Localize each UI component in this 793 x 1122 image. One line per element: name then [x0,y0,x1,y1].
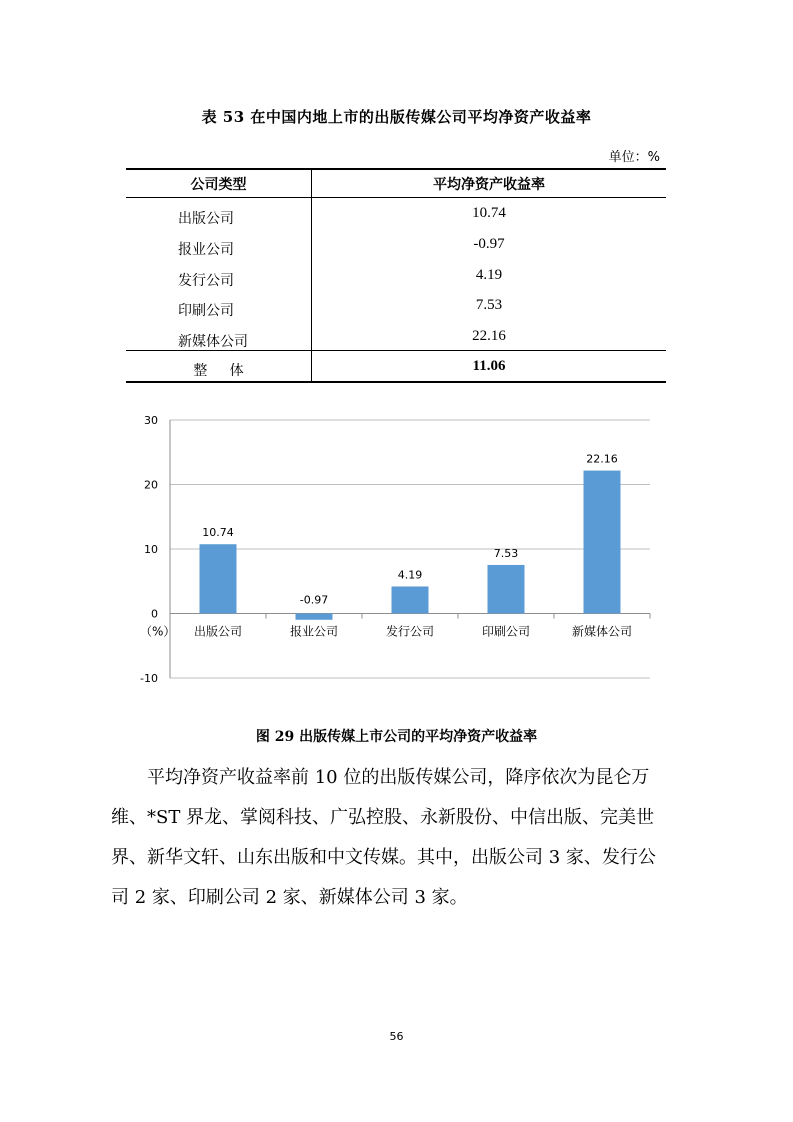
chart-y-tick-label: 0 [151,607,158,621]
table-row-value: 4.19 [475,267,503,283]
chart-data-label: 7.53 [493,546,519,560]
table-row-type: 印刷公司 [178,303,234,319]
chart-category-label: 发行公司 [385,624,435,639]
chart-bar [200,544,237,613]
chart-bar [584,471,621,614]
chart-data-label: 22.16 [586,452,618,466]
chart-bar [392,586,429,613]
table-row-type: 发行公司 [178,273,234,289]
table-row-value: 7.53 [475,297,503,313]
chart-y-axis-label: （%） [140,624,176,639]
chart-y-tick-label: 20 [144,478,158,492]
chart-category-label: 出版公司 [193,624,243,639]
table-header-value: 平均净资产收益率 [433,177,545,193]
paragraph-line: 界、新华文轩、山东出版和中文传媒。其中，出版公司 3 家、发行公 [111,847,656,868]
table-row-type: 新媒体公司 [178,334,248,350]
chart-category-label: 报业公司 [289,624,339,639]
chart-category-label: 印刷公司 [481,624,531,639]
table-total-value: 11.06 [472,358,506,374]
chart-y-tick-label: -10 [140,672,158,685]
page-number: 56 [389,1030,404,1043]
chart-y-tick-label: 10 [144,543,158,556]
unit-label: 单位：% [608,150,660,165]
table-header-type: 公司类型 [190,177,247,193]
table-row-value: 22.16 [472,328,506,344]
chart-bar [296,614,333,620]
chart-y-tick-label: 30 [144,414,158,427]
chart-category-label: 新媒体公司 [571,624,633,639]
chart-data-label: 4.19 [397,568,423,582]
table-title: 表 53 在中国内地上市的出版传媒公司平均净资产收益率 [201,108,592,126]
table-row-value: -0.97 [473,236,505,252]
table-total-label: 整 体 [193,363,244,379]
chart-data-label: -0.97 [299,593,329,607]
figure-caption: 图 29 出版传媒上市公司的平均净资产收益率 [255,729,538,745]
chart-bar [488,565,525,614]
paragraph-line: 维、*ST 界龙、掌阅科技、广弘控股、永新股份、中信出版、完美世 [111,807,655,828]
chart-data-label: 10.74 [202,526,234,540]
table-row-type: 出版公司 [178,211,234,227]
paragraph-line: 司 2 家、印刷公司 2 家、新媒体公司 3 家。 [111,887,468,908]
table-row-type: 报业公司 [178,242,234,258]
table-row-value: 10.74 [472,205,506,221]
paragraph-line: 平均净资产收益率前 10 位的出版传媒公司，降序依次为昆仑万 [147,767,650,788]
